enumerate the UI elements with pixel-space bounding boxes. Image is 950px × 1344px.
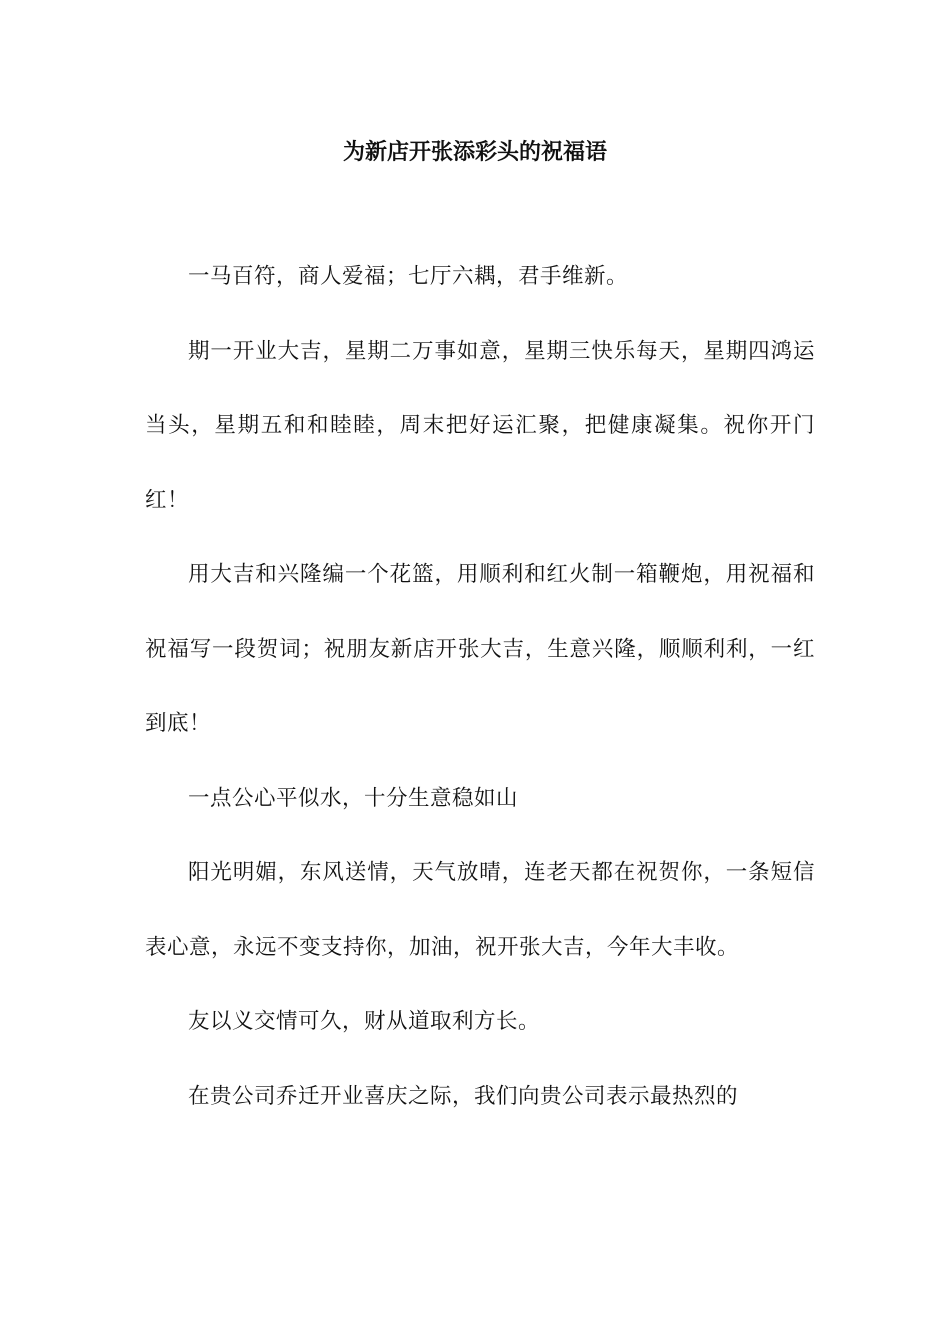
paragraph: 阳光明媚，东风送情，天气放晴，连老天都在祝贺你，一条短信表心意，永远不变支持你，加油，祝开张大吉，今年大丰收。	[145, 860, 815, 960]
paragraph: 一马百符，商人爱福；七厅六耦，君手维新。	[188, 264, 629, 289]
paragraph: 友以义交情可久，财从道取利方长。	[188, 1009, 541, 1034]
document-title: 为新店开张添彩头的祝福语	[342, 139, 607, 165]
paragraph: 在贵公司乔迁开业喜庆之际，我们向贵公司表示最热烈的	[188, 1083, 739, 1109]
paragraph: 一点公心平似水，十分生意稳如山	[188, 785, 519, 811]
paragraph: 期一开业大吉，星期二万事如意，星期三快乐每天，星期四鸿运当头，星期五和和睦睦，周末把好运汇聚，把健康凝集。祝你开门红！	[145, 338, 815, 513]
document-body	[145, 240, 815, 1134]
paragraph: 用大吉和兴隆编一个花篮，用顺利和红火制一箱鞭炮，用祝福和祝福写一段贺词；祝朋友新店开张大吉，生意兴隆，顺顺利利，一红到底！	[145, 562, 815, 736]
